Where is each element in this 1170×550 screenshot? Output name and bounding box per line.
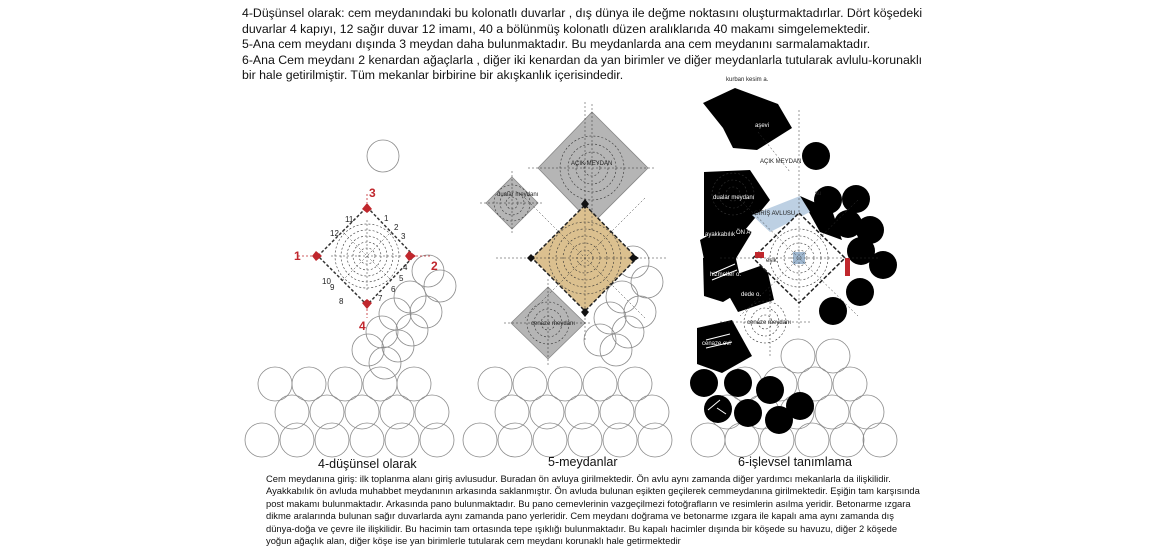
d1-gate-right-label: 2	[431, 259, 438, 273]
wall-number: 11	[345, 215, 354, 224]
d3-esik-label: eşik	[766, 258, 777, 264]
d2-acik-meydan-label: AÇIK MEYDAN	[571, 161, 613, 167]
d2-cenaze-label: cenaze meydanı	[531, 321, 576, 327]
wall-number: 4	[403, 263, 408, 272]
d3-cenaze-label: cenaze meydanı	[747, 320, 792, 326]
d2-caption: 5-meydanlar	[548, 455, 618, 469]
d1-gate-top-label: 3	[369, 186, 376, 200]
d3-on-avlu-label: ÖN AVLU	[736, 230, 762, 236]
paragraph-5: 5-Ana cem meydanı dışında 3 meydan daha bulunmaktadır. Bu meydanlarda ana cem meydanını sarmalamaktadır.	[242, 37, 871, 52]
wall-number: 3	[401, 232, 406, 241]
diagram-3	[690, 77, 897, 469]
diagram-2	[463, 102, 672, 469]
d3-su-label: su	[815, 191, 822, 197]
d3-cenaze-evi-label: cenaze evi	[702, 341, 731, 347]
d3-acik-meydan-label: AÇIK MEYDAN	[760, 159, 802, 165]
wall-number: 12	[330, 229, 339, 238]
d3-esik-mark	[755, 252, 764, 258]
paragraph-4: 4-Düşünsel olarak: cem meydanındaki bu kolonatlı duvarlar , dış dünya ile değme noktasını oluşturmaktadırlar. Dört köşedeki duvarlar 4 kapıyı, 12 sağır duvar 12 imamı, 40 a bölünmüş kolonatlı düzen aralıklarıda 40 makamı simgelemektedir.	[242, 6, 923, 36]
d1-tree-circles	[245, 140, 456, 457]
d2-dualar-label: dualar meydanı	[497, 192, 539, 198]
bottom-description: Cem meydanına giriş: ilk toplanma alanı giriş avlusudur. Buradan ön avluya girilmektedir. Ön avlu aynı zamanda diğer yardımcı mekanlarla da ilişkilidir. Ayakkabılık ön avluda muhabbet meydanının arkasında saklanmıştır. Ön avluda bulunan eşikten geçilerek cemmeydanına girilmektedir. Eşiğin tam karşısında post makamı bulunmaktadır. Arkasında pano bulunmaktadır. Bu pano cemevlerinin vazgeçilmezi fotoğrafların ve resimlerin asılma yeridir. Betonarme ızgara dikme aralarında bulunan sağır duvarlarda aynı zamanda pano yerleridir. Cem meydanı doğrama ve betonarme ızgara ile kapalı ama aynı zamanda dış dünya-doğa ve çevre ile ilişkilidir. Bu hacimin tam ortasında tepe ışıklığı bulunmaktadır. Bu kapalı hacimler dışında bir köşede su havuzu, diğer 2 köşede yoğun ağaçlık alan, diğer köşe ise yan birimlerle tutularak cem meydanı korunaklı hale getirmektedir	[266, 473, 920, 547]
d3-giris-avlusu-label: GİRİŞ AVLUSU	[754, 211, 796, 217]
d3-ayakkabilik-label: ayakkabılık	[705, 232, 736, 238]
wall-number: 10	[322, 277, 331, 286]
d3-asevi-label: aşevi	[755, 123, 770, 129]
d1-gate-bottom-label: 4	[359, 319, 366, 333]
d1-gate-left-label: 1	[294, 249, 301, 263]
wall-number: 7	[378, 294, 383, 303]
wall-number: 2	[394, 223, 399, 232]
wall-number: 1	[384, 214, 389, 223]
d3-su-pool	[845, 258, 850, 276]
d3-kurban-label: kurban kesim a.	[726, 77, 769, 83]
wall-number: 8	[339, 297, 344, 306]
diagram-1	[245, 140, 456, 471]
d1-caption: 4-düşünsel olarak	[318, 457, 417, 471]
wall-number: 5	[399, 274, 404, 283]
paragraph-6: 6-Ana Cem meydanı 2 kenardan ağaçlarla , diğer iki kenardan da yan birimler ve diğer meydanlarla tutularak avlulu-korunaklı bir hale getirilmiştir. Tüm mekanlar birbirine bir akışkanlık içerisindedir.	[242, 52, 923, 83]
d3-caption: 6-işlevsel tanımlama	[738, 455, 852, 469]
d3-dede-label: dede o.	[741, 292, 762, 298]
wall-number: 6	[391, 285, 396, 294]
d3-hizmetler-label: hizmetler o.	[710, 272, 742, 278]
wall-number: 9	[330, 283, 335, 292]
d3-dualar-label: dualar meydanı	[713, 195, 755, 201]
